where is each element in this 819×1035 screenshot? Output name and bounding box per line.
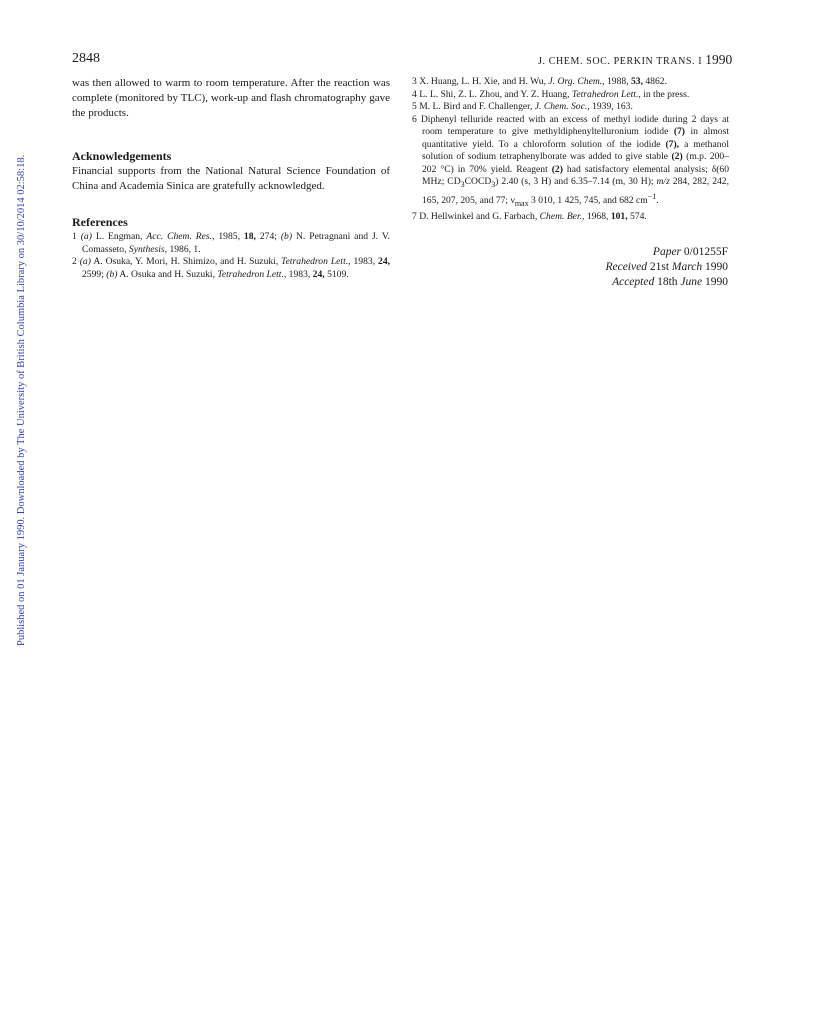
download-watermark: Published on 01 January 1990. Downloaded by The University of British Columbia Library on 30/10/2014 02:58:18. [16, 154, 27, 646]
reference-1: 1 (a) L. Engman, Acc. Chem. Res., 1985, 18, 274; (b) N. Petragnani and J. V. Comasseto, Synthesis, 1986, 1. [72, 231, 390, 255]
reference-5: 5 M. L. Bird and F. Challenger, J. Chem. Soc., 1939, 163. [412, 101, 633, 112]
running-header [538, 52, 732, 68]
journal-year: 1990 [705, 52, 733, 67]
reference-2: 2 (a) A. Osuka, Y. Mori, H. Shimizo, and H. Suzuki, Tetrahedron Lett., 1983, 24, 2599; (b) A. Osuka and H. Suzuki, Tetrahedron Lett., 1983, 24, 5109. [72, 256, 391, 280]
left-column [72, 76, 390, 281]
paper-metadata [540, 245, 728, 290]
acknowledgements-text: Financial supports from the National Natural Science Foundation of China and Academia Sinica are gratefully acknowledged. [72, 165, 390, 192]
journal-name: J. CHEM. SOC. PERKIN TRANS. I [538, 56, 703, 67]
reference-6: 6 Diphenyl telluride reacted with an excess of methyl iodide during 2 days at room temperature to give methyldiphenyltelluronium iodide (7) in almost quantitative yield. To a chloroform solution of the iodide (7), a methanol solution of sodium tetraphenylborate was added to give stable (2) (m.p. 200–202 °C) in 70% yield. Reagent (2) had satisfactory elemental analysis; δ(60 MHz; $CD_3COCD_3$) 2.40 (s, 3 H) and 6.35–7.14 (m, 30 H); m/z 284, 282, 242, 165, 207, 205, and 77; $\nu_{max}$ 3 010, 1 425, 745, and 682 $cm^{-1}$. [412, 113, 730, 209]
received-line: Received 21st March 1990 [605, 261, 728, 273]
paper-id-line: Paper 0/01255F [652, 246, 728, 258]
references-heading: References [72, 215, 128, 229]
body-paragraph: was then allowed to warm to room temperature. After the reaction was complete (monitored by TLC), work-up and flash chromatography gave the products. [72, 77, 390, 119]
page-number: 2848 [72, 51, 100, 66]
acknowledgements-heading: Acknowledgements [72, 149, 172, 163]
accepted-line: Accepted 18th June 1990 [612, 276, 728, 288]
reference-7: 7 D. Hellwinkel and G. Farbach, Chem. Ber., 1968, 101, 574. [412, 211, 647, 222]
reference-4: 4 L. L. Shi, Z. L. Zhou, and Y. Z. Huang, Tetrahedron Lett., in the press. [412, 88, 690, 100]
reference-3: 3 X. Huang, L. H. Xie, and H. Wu, J. Org. Chem., 1988, 53, 4862. [412, 76, 667, 87]
right-column [412, 76, 729, 224]
